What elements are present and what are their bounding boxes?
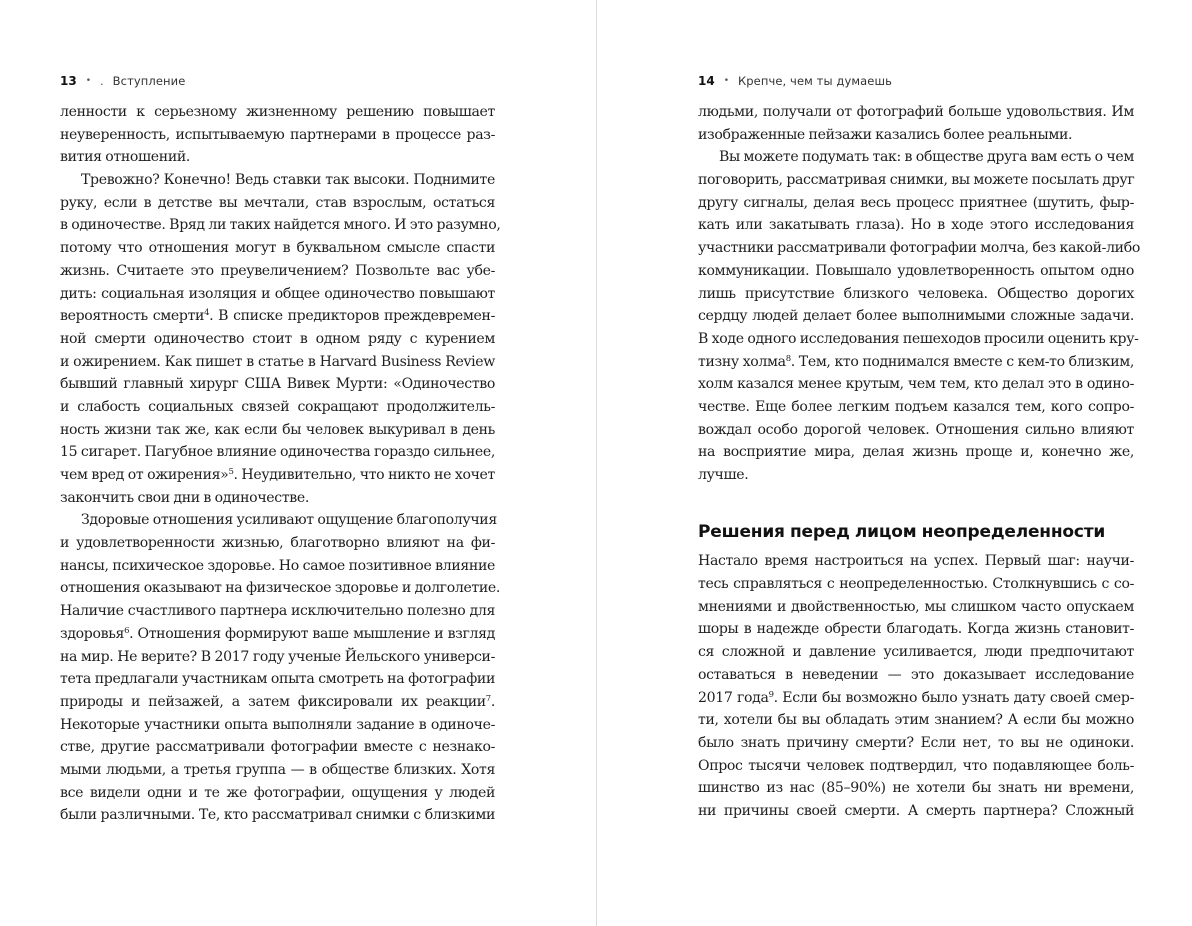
text-line: мнениями и двойственностью, мы слишком часто опускаем: [698, 598, 1134, 615]
paragraph: [698, 146, 1140, 486]
text-line: сердцу людей делает более выполнимыми сложные задачи.: [698, 308, 1134, 325]
text-line: людьми, получали от фотографий больше удовольствия. Им: [698, 104, 1134, 120]
text-line: и удовлетворенности жизнью, благотворно влияют на фи-: [60, 535, 495, 552]
paragraph: [60, 101, 495, 169]
text-line: Опрос тысячи человек подтвердил, что подавляющее боль-: [698, 757, 1134, 774]
running-head-left: [60, 73, 185, 89]
book-title: Крепче, чем ты думаешь: [738, 74, 892, 88]
text-line: Тревожно? Конечно! Ведь ставки так высоки. Поднимите: [81, 172, 495, 189]
paragraphs-before-heading: [698, 101, 1140, 487]
paragraph: [698, 550, 1134, 822]
text-line: вероятность смерти$^4$. В списке предикторов преждевремен-: [60, 308, 495, 325]
left-page-body: [60, 101, 501, 827]
text-line: 15 сигарет. Пагубное влияние одиночества гораздо сильнее,: [60, 444, 495, 461]
text-line: поговорить, рассматривая снимки, вы можете посылать друг: [698, 172, 1135, 189]
text-line: чем вред от ожирения»$^5$. Неудивительно, что никто не хочет: [60, 467, 495, 483]
text-line: коммуникации. Повышало удовлетворенность опытом одно: [698, 262, 1134, 279]
text-line: ной смерти одиночество стоит в одном ряду с курением: [60, 330, 495, 347]
paragraph: [698, 101, 1134, 146]
bullet-separator-icon: •: [85, 76, 92, 86]
text-line: закончить свои дни в одиночестве.: [60, 489, 309, 506]
footnote-ref[interactable]: 4: [204, 308, 210, 319]
text-line: руку, если в детстве вы мечтали, став взрослым, остаться: [60, 194, 495, 211]
text-line: ти, хотели бы вы обладать этим знанием? А если бы можно: [698, 712, 1134, 729]
text-line: отношения оказывают на физическое здоровье и долголетие.: [60, 580, 501, 597]
text-line: участники рассматривали фотографии молча, без какой-либо: [698, 240, 1140, 257]
text-line: вождал особо дорогой человек. Отношения сильно влияют: [698, 421, 1134, 438]
page-number: 14: [698, 74, 715, 88]
footnote-ref[interactable]: 9: [768, 689, 774, 700]
section-heading: Решения перед лицом неопределенности: [698, 521, 1106, 542]
text-line: 2017 года$^9$. Если бы возможно было узнать дату своей смер-: [698, 689, 1134, 706]
text-line: природы и пейзажей, а затем фиксировали их реакции$^7$.: [60, 693, 495, 710]
text-line: лучше.: [698, 467, 749, 483]
text-line: и слабость социальных связей сокращают продолжитель-: [60, 398, 495, 415]
text-line: неуверенность, испытываемую партнерами в процессе раз-: [60, 126, 495, 143]
bullet-separator-icon: •: [723, 76, 730, 86]
paragraph: [60, 509, 501, 827]
page-gutter-divider: [596, 0, 597, 926]
text-line: потому что отношения могут в буквальном смысле спасти: [60, 240, 495, 257]
footnote-ref[interactable]: 8: [785, 353, 791, 364]
text-line: ленности к серьезному жизненному решению повышает: [60, 104, 495, 120]
text-line: изображенные пейзажи казались более реальными.: [698, 126, 1073, 143]
text-line: нансы, психическое здоровье. Но самое позитивное влияние: [60, 557, 495, 574]
text-line: дить: социальная изоляция и общее одиночество повышают: [60, 285, 495, 302]
text-line: здоровья$^6$. Отношения формируют ваше мышление и взгляд: [60, 625, 495, 642]
text-line: и ожирением. Как пишет в статье в Harvard Business Review: [60, 353, 495, 370]
text-line: ни причины своей смерти. А смерть партнера? Сложный: [698, 802, 1134, 819]
page-number: 13: [60, 74, 77, 88]
text-line: оставаться в неведении — это доказывает исследование: [698, 666, 1134, 683]
text-line: в одиночестве. Вряд ли таких найдется много. И это разумно,: [60, 217, 501, 234]
text-line: шинство из нас (85–90%) не хотели бы знать ни времени,: [698, 780, 1134, 797]
right-page-body: [698, 101, 1140, 823]
footnote-ref[interactable]: 5: [228, 467, 234, 477]
text-line: тета предлагали участникам опыта смотреть на фотографии: [60, 671, 495, 688]
text-line: на мир. Не верите? В 2017 году ученые Йельского универси-: [60, 648, 495, 665]
text-line: лишь присутствие близкого человека. Общество дорогих: [698, 285, 1134, 302]
text-line: бывший главный хирург США Вивек Мурти: «Одиночество: [60, 376, 495, 393]
footnote-ref[interactable]: 6: [124, 625, 130, 636]
running-head-right: [698, 73, 892, 89]
text-line: ся сложной и давление усиливается, люди предпочитают: [698, 644, 1134, 661]
footnote-ref[interactable]: 7: [485, 693, 491, 704]
text-line: все видели одни и те же фотографии, ощущения у людей: [60, 784, 495, 801]
text-line: стве, другие рассматривали фотографии вместе с незнако-: [60, 739, 495, 756]
text-line: жизнь. Считаете это преувеличением? Позвольте вас убе-: [60, 262, 495, 279]
text-line: были различными. Те, кто рассматривал снимки с близкими: [60, 807, 495, 824]
text-line: Здоровые отношения усиливают ощущение благополучия: [81, 512, 497, 529]
text-line: кать или закатывать глаза). Но в ходе этого исследования: [698, 217, 1134, 234]
text-line: холм казался менее крутым, чем тем, кто делал это в одино-: [698, 376, 1134, 393]
right-page: [698, 0, 1140, 926]
text-line: тизну холма$^8$. Тем, кто поднимался вместе с кем-то близким,: [698, 353, 1134, 370]
text-line: тесь справляться с неопределенностью. Столкнувшись с со-: [698, 576, 1134, 593]
text-line: Наличие счастливого партнера исключительно полезно для: [60, 603, 495, 620]
text-line: Вы можете подумать так: в обществе друга вам есть о чем: [719, 149, 1134, 166]
text-line: Настало время настроиться на успех. Первый шаг: научи-: [698, 553, 1134, 570]
text-line: Некоторые участники опыта выполняли задание в одиноче-: [60, 716, 495, 733]
text-line: В ходе одного исследования пешеходов просили оценить кру-: [698, 330, 1139, 347]
text-line: шоры в надежде обрести благодать. Когда жизнь становит-: [698, 621, 1134, 638]
text-line: вития отношений.: [60, 149, 191, 166]
text-line: на восприятие мира, делая жизнь проще и, конечно же,: [698, 444, 1134, 461]
text-line: было знать причину смерти? Если нет, то вы не одиноки.: [698, 734, 1134, 751]
chapter-title: Вступление: [112, 74, 186, 88]
text-line: ность жизни так же, как если бы человек выкуривал в день: [60, 421, 495, 438]
text-line: честве. Еще более легким подъем казался тем, кого сопро-: [698, 398, 1134, 415]
left-page: [60, 0, 501, 926]
text-line: мыми людьми, а третья группа — в обществе близких. Хотя: [60, 761, 495, 778]
paragraphs-after-heading: [698, 550, 1134, 822]
paragraph: [60, 169, 501, 509]
text-line: другу сигналы, делая весь процесс приятнее (шутить, фыр-: [698, 194, 1134, 211]
dot-separator: .: [100, 74, 104, 88]
